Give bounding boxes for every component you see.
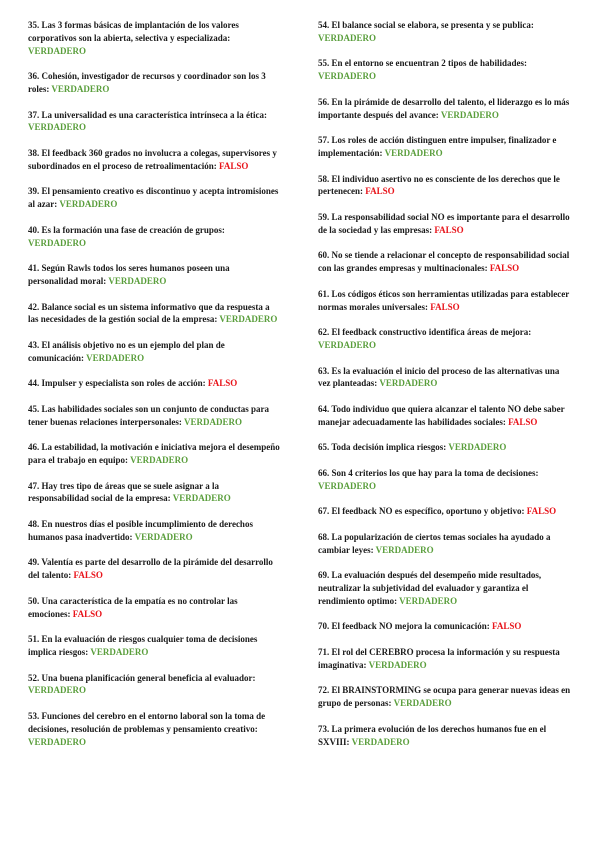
question-item xyxy=(318,96,572,122)
question-item xyxy=(318,723,572,749)
answer-verdadero: VERDADERO xyxy=(379,378,438,389)
question-item xyxy=(318,403,572,429)
question-text: 36. Cohesión, investigador de recursos y coordinador son los 3 roles: xyxy=(28,71,266,94)
answer-verdadero: VERDADERO xyxy=(86,352,145,363)
question-text: 46. La estabilidad, la motivación e iniciativa mejora el desempeño para el trabajo en equipo: xyxy=(28,442,280,466)
answer-verdadero: VERDADERO xyxy=(28,45,87,56)
question-text: 43. El análisis objetivo no es un ejemplo del plan de comunicación: xyxy=(28,339,225,363)
question-item xyxy=(28,556,280,582)
question-text: 73. La primera evolución de los derechos humanos fue en el SXVIII: xyxy=(318,723,547,747)
answer-falso: FALSO xyxy=(219,160,249,171)
answer-verdadero: VERDADERO xyxy=(28,685,87,696)
question-text: 51. En la evaluación de riesgos cualquier toma de decisiones implica riesgos: xyxy=(28,634,258,658)
question-text: 49. Valentía es parte del desarrollo de la pirámide del desarrollo del talento: xyxy=(28,557,273,581)
question-text: 70. El feedback NO mejora la comunicación: xyxy=(318,621,492,632)
question-text: 37. La universalidad es una característica intrínseca a la ética: xyxy=(28,109,267,120)
left-column xyxy=(28,19,280,761)
answer-verdadero: VERDADERO xyxy=(130,455,189,466)
question-item xyxy=(318,173,572,199)
answer-verdadero: VERDADERO xyxy=(368,659,427,670)
question-item xyxy=(28,672,280,698)
answer-falso: FALSO xyxy=(434,224,464,235)
answer-verdadero: VERDADERO xyxy=(351,736,410,747)
question-item xyxy=(318,134,572,160)
answer-verdadero: VERDADERO xyxy=(28,237,87,248)
question-text: 67. El feedback NO es específico, oportuno y objetivo: xyxy=(318,506,527,517)
answer-falso: FALSO xyxy=(207,378,238,389)
question-item xyxy=(28,70,280,96)
answer-verdadero: VERDADERO xyxy=(318,71,377,82)
answer-verdadero: VERDADERO xyxy=(184,416,243,427)
question-text: 71. El rol del CEREBRO procesa la información y su respuesta imaginativa: xyxy=(318,647,560,670)
question-text: 50. Una característica de la empatía es no controlar las emociones: xyxy=(28,595,238,619)
answer-verdadero: VERDADERO xyxy=(318,339,377,350)
question-text: 44. Impulser y especialista son roles de acción: xyxy=(28,378,208,389)
question-item xyxy=(318,326,572,352)
answer-verdadero: VERDADERO xyxy=(59,199,118,210)
question-item xyxy=(318,441,572,454)
answer-falso: FALSO xyxy=(365,186,395,197)
question-item xyxy=(28,109,280,135)
answer-verdadero: VERDADERO xyxy=(384,147,443,158)
question-text: 38. El feedback 360 grados no involucra a colegas, supervisores y subordinados en el proceso de retroalimentación: xyxy=(28,147,277,171)
question-text: 63. Es la evaluación el inicio del proceso de las alternativas una vez planteadas: xyxy=(318,365,560,389)
answer-verdadero: VERDADERO xyxy=(51,83,110,94)
question-item xyxy=(28,633,280,659)
answer-verdadero: VERDADERO xyxy=(448,442,507,453)
question-item xyxy=(28,301,280,327)
answer-falso: FALSO xyxy=(491,621,522,632)
question-item xyxy=(28,518,280,544)
answer-falso: FALSO xyxy=(430,301,460,312)
question-item xyxy=(28,441,280,467)
answer-falso: FALSO xyxy=(508,416,538,427)
question-text: 57. Los roles de acción distinguen entre impulser, finalizador e implementación: xyxy=(318,135,557,158)
question-item xyxy=(318,569,572,607)
answer-verdadero: VERDADERO xyxy=(28,122,87,133)
question-item xyxy=(318,365,572,391)
question-item xyxy=(28,377,280,390)
question-item xyxy=(318,19,572,45)
question-text: 59. La responsabilidad social NO es importante para el desarrollo de la sociedad y las empresas: xyxy=(318,211,570,235)
answer-falso: FALSO xyxy=(72,608,103,619)
question-item xyxy=(28,147,280,173)
question-text: 45. Las habilidades sociales son un conjunto de conductas para tener buenas relaciones interpersonales: xyxy=(28,403,270,427)
question-text: 35. Las 3 formas básicas de implantación de los valores corporativos son la abierta, selectiva y especializada: xyxy=(28,20,239,43)
answer-falso: FALSO xyxy=(73,570,103,581)
question-item xyxy=(28,224,280,250)
question-text: 47. Hay tres tipo de áreas que se suele asignar a la responsabilidad social de la empresa: xyxy=(28,480,219,504)
question-text: 52. Una buena planificación general beneficia al evaluador: xyxy=(28,672,256,683)
answer-verdadero: VERDADERO xyxy=(440,109,499,120)
answer-verdadero: VERDADERO xyxy=(318,480,377,491)
question-item xyxy=(318,646,572,672)
question-text: 61. Los códigos éticos son herramientas utilizadas para establecer normas morales universales: xyxy=(318,288,570,312)
question-text: 54. El balance social se elabora, se presenta y se publica: xyxy=(318,20,534,30)
question-text: 62. El feedback constructivo identifica áreas de mejora: xyxy=(318,327,532,338)
question-text: 39. El pensamiento creativo es discontinuo y acepta intromisiones al azar: xyxy=(28,186,279,210)
question-item xyxy=(28,185,280,211)
question-item xyxy=(318,288,572,314)
question-text: 64. Todo individuo que quiera alcanzar el talento NO debe saber manejar adecuadamente las habilidades sociales: xyxy=(318,403,565,427)
question-item xyxy=(28,262,280,288)
answer-verdadero: VERDADERO xyxy=(399,595,458,606)
question-item xyxy=(318,620,572,633)
question-text: 72. El BRAINSTORMING se ocupa para generar nuevas ideas en grupo de personas: xyxy=(318,685,571,709)
question-item xyxy=(318,467,572,493)
question-text: 48. En nuestros días el posible incumplimiento de derechos humanos pasa inadvertido: xyxy=(28,519,253,542)
question-item xyxy=(318,57,572,83)
question-text: 60. No se tiende a relacionar el concepto de responsabilidad social con las grandes empresas y multinacionales: xyxy=(318,250,570,274)
question-item xyxy=(28,403,280,429)
question-item xyxy=(28,19,280,57)
question-text: 40. Es la formación una fase de creación de grupos: xyxy=(28,224,225,235)
question-item xyxy=(318,684,572,710)
question-item xyxy=(28,710,280,748)
answer-falso: FALSO xyxy=(489,263,520,274)
question-text: 41. Según Rawls todos los seres humanos poseen una personalidad moral: xyxy=(28,263,230,286)
question-text: 66. Son 4 criterios los que hay para la toma de decisiones: xyxy=(318,467,539,478)
question-item xyxy=(318,211,572,237)
answer-verdadero: VERDADERO xyxy=(318,32,377,43)
question-item xyxy=(318,249,572,275)
question-text: 68. La popularización de ciertos temas sociales ha ayudado a cambiar leyes: xyxy=(318,531,551,555)
answer-verdadero: VERDADERO xyxy=(219,314,278,325)
answer-falso: FALSO xyxy=(526,506,557,517)
answer-verdadero: VERDADERO xyxy=(375,544,434,555)
answer-verdadero: VERDADERO xyxy=(28,736,87,747)
question-item xyxy=(28,480,280,506)
question-text: 56. En la pirámide de desarrollo del talento, el liderazgo es lo más importante después del avance: xyxy=(318,96,570,120)
question-item xyxy=(318,505,572,518)
answer-verdadero: VERDADERO xyxy=(108,275,167,286)
question-text: 69. La evaluación después del desempeño mide resultados, neutralizar la subjetividad del evaluador y garantiza el rendimiento optimo: xyxy=(318,570,542,606)
right-column xyxy=(318,19,572,761)
question-item xyxy=(318,531,572,557)
question-text: 53. Funciones del cerebro en el entorno laboral son la toma de decisiones, resolución de problemas y pensamiento creativo: xyxy=(28,711,266,734)
question-text: 55. En el entorno se encuentran 2 tipos de habilidades: xyxy=(318,58,528,69)
question-item xyxy=(28,595,280,621)
answer-verdadero: VERDADERO xyxy=(134,531,193,542)
answer-verdadero: VERDADERO xyxy=(393,698,452,709)
answer-verdadero: VERDADERO xyxy=(90,647,149,658)
question-text: 42. Balance social es un sistema informativo que da respuesta a las necesidades de la gestión social de la empresa: xyxy=(28,301,270,325)
question-text: 65. Toda decisión implica riesgos: xyxy=(318,442,449,453)
question-item xyxy=(28,339,280,365)
answer-verdadero: VERDADERO xyxy=(172,493,231,504)
question-text: 58. El individuo asertivo no es consciente de los derechos que le pertenecen: xyxy=(318,173,560,197)
